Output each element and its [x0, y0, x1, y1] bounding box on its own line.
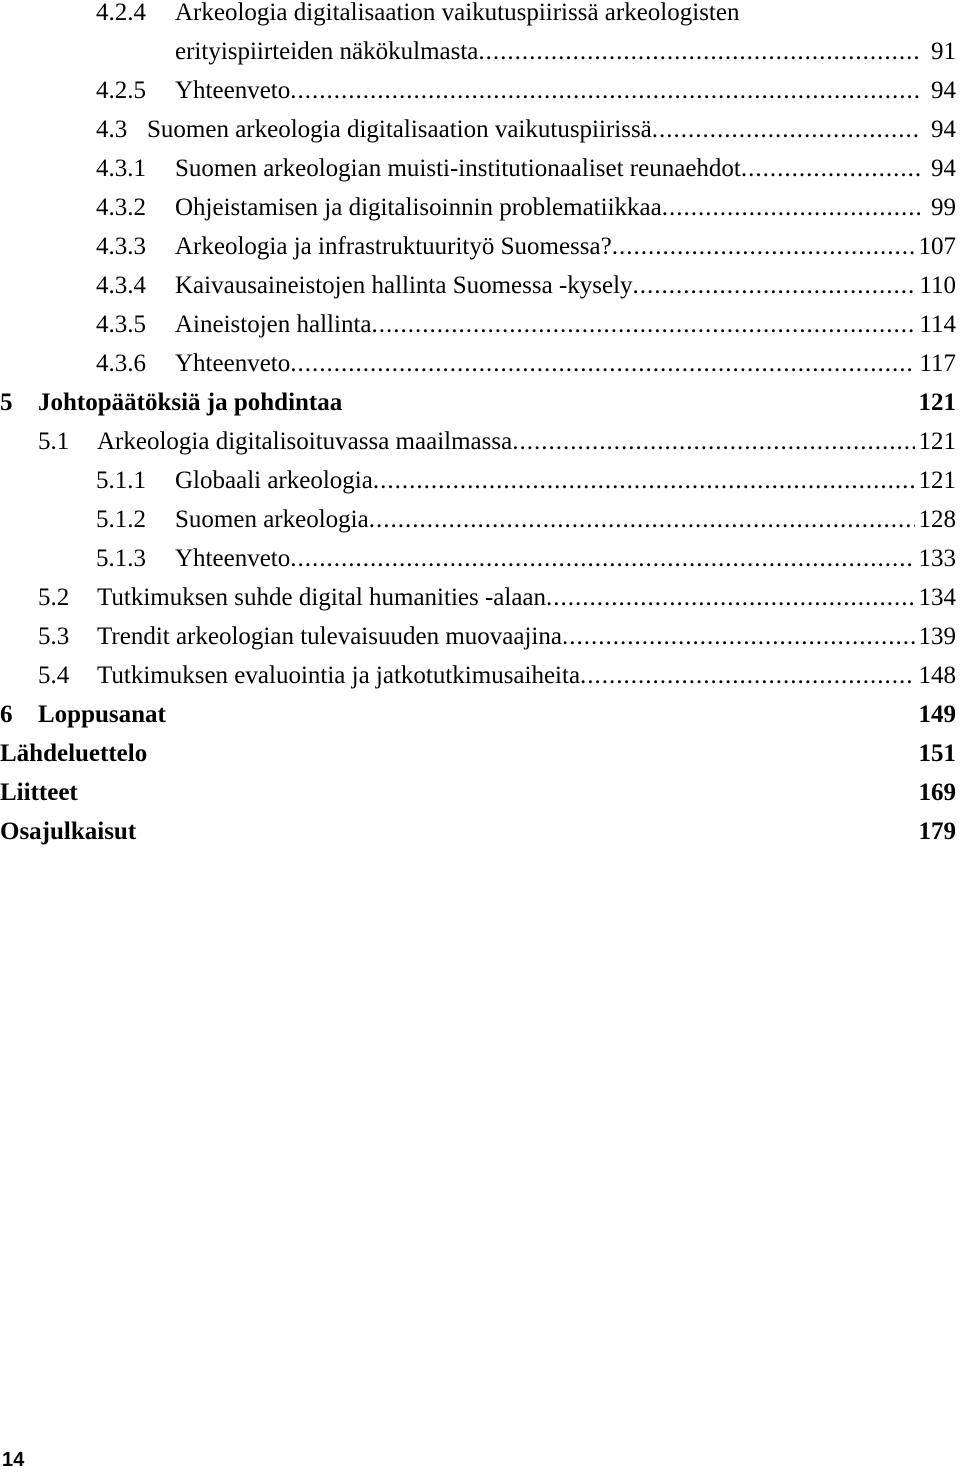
toc-entry-4-2-4[interactable] — [0, 0, 960, 32]
toc-entry-title: Tutkimuksen suhde digital humanities -alaan ..... — [97, 578, 920, 617]
toc-entry-number: 4.3.4 — [96, 272, 146, 299]
toc-entry-number: 4.3.3 — [96, 233, 146, 260]
toc-entry-5-3[interactable] — [0, 617, 960, 656]
toc-entry-4-3-2[interactable] — [0, 188, 960, 227]
toc-entry-5-1-2[interactable] — [0, 500, 960, 539]
toc-chapter-osajulkaisut[interactable] — [0, 812, 960, 851]
toc-entry-page: 121 — [915, 422, 957, 461]
toc-chapter-liitteet[interactable] — [0, 773, 960, 812]
toc-entry-4-3[interactable] — [0, 110, 960, 149]
toc-entry-title: erityispiirteiden näkökulmasta ..... — [175, 32, 920, 71]
page-number: 14 — [2, 1449, 25, 1471]
toc-chapter-5[interactable] — [0, 383, 960, 422]
toc-chapter-page: 149 — [915, 695, 957, 734]
toc-entry-page: 91 — [927, 32, 956, 71]
toc-entry-4-2-5[interactable] — [0, 71, 960, 110]
toc-entry-number: 5.1.1 — [96, 467, 146, 494]
toc-chapter-title: Johtopäätöksiä ja pohdintaa — [38, 389, 343, 416]
toc-entry-page: 117 — [915, 344, 956, 383]
toc-entry-number: 4.3.6 — [96, 350, 146, 377]
toc-entry-page: 94 — [927, 71, 956, 110]
toc-chapter-number: 5 — [0, 389, 13, 416]
toc-entry-4-3-5[interactable] — [0, 305, 960, 344]
toc-entry-number: 5.4 — [38, 662, 70, 689]
toc-entry-title: Tutkimuksen evaluointia ja jatkotutkimusaiheita ..... — [97, 656, 920, 695]
toc-entry-4-3-4[interactable] — [0, 266, 960, 305]
toc-entry-number: 4.3.1 — [96, 155, 146, 182]
toc-chapter-page: 169 — [915, 773, 957, 812]
toc-entry-number: 5.1 — [38, 428, 70, 455]
toc-entry-title: Aineistojen hallinta ..... — [175, 305, 920, 344]
toc-entry-title: Suomen arkeologia ..... — [175, 500, 920, 539]
toc-entry-title: Suomen arkeologian muisti-institutionaaliset reunaehdot ..... — [175, 149, 920, 188]
toc-entry-title-line1: Arkeologia digitalisaation vaikutuspiirissä arkeologisten — [175, 0, 740, 26]
toc-entry-title: Globaali arkeologia ..... — [175, 461, 920, 500]
toc-entry-5-2[interactable] — [0, 578, 960, 617]
toc-entry-title: Arkeologia digitalisoituvassa maailmassa ..... — [97, 422, 920, 461]
toc-entry-page: 94 — [927, 149, 956, 188]
toc-entry-number: 4.2.4 — [96, 0, 146, 26]
toc-entry-page: 99 — [927, 188, 956, 227]
toc-entry-number: 4.3 — [96, 116, 128, 143]
toc-entry-number: 4.3.5 — [96, 311, 146, 338]
toc-entry-page: 133 — [915, 539, 957, 578]
toc-entry-5-4[interactable] — [0, 656, 960, 695]
toc-entry-title: Kaivausaineistojen hallinta Suomessa -kysely ..... — [175, 266, 920, 305]
toc-entry-number: 5.2 — [38, 584, 70, 611]
toc-entry-number: 5.1.2 — [96, 506, 146, 533]
toc-entry-title: Yhteenveto ..... — [175, 539, 920, 578]
toc-entry-page: 121 — [915, 461, 957, 500]
toc-entry-number: 4.3.2 — [96, 194, 146, 221]
toc-chapter-lahdeluettelo[interactable] — [0, 734, 960, 773]
toc-entry-title: Yhteenveto ..... — [175, 71, 920, 110]
toc-chapter-page: 179 — [915, 812, 957, 851]
toc-chapter-title: Liitteet — [0, 779, 78, 806]
toc-entry-number: 5.3 — [38, 623, 70, 650]
toc-entry-4-3-1[interactable] — [0, 149, 960, 188]
toc-entry-4-3-3[interactable] — [0, 227, 960, 266]
toc-entry-title: Trendit arkeologian tulevaisuuden muovaajina ..... — [97, 617, 920, 656]
toc-entry-page: 139 — [915, 617, 957, 656]
toc-entry-page: 148 — [915, 656, 957, 695]
toc-entry-page: 110 — [915, 266, 956, 305]
toc-entry-number: 5.1.3 — [96, 545, 146, 572]
toc-entry-title: Suomen arkeologia digitalisaation vaikutuspiirissä ..... — [97, 110, 920, 149]
toc-entry-number: 4.2.5 — [96, 77, 146, 104]
toc-chapter-page: 151 — [915, 734, 957, 773]
toc-chapter-page: 121 — [915, 383, 957, 422]
toc-entry-page: 134 — [915, 578, 957, 617]
toc-entry-page: 114 — [915, 305, 956, 344]
toc-chapter-title: Lähdeluettelo — [0, 740, 148, 767]
toc-entry-title: Yhteenveto ..... — [175, 344, 920, 383]
toc-chapter-title: Loppusanat — [38, 701, 166, 728]
toc-entry-title: Arkeologia ja infrastruktuurityö Suomessa? ..... — [175, 227, 920, 266]
toc-entry-5-1-3[interactable] — [0, 539, 960, 578]
toc-entry-page: 107 — [915, 227, 957, 266]
toc-entry-page: 128 — [915, 500, 957, 539]
toc-entry-title: Ohjeistamisen ja digitalisoinnin problematiikkaa ..... — [175, 188, 920, 227]
toc-entry-5-1[interactable] — [0, 422, 960, 461]
toc-entry-4-3-6[interactable] — [0, 344, 960, 383]
toc-chapter-number: 6 — [0, 701, 13, 728]
toc-entry-4-2-4-continued[interactable] — [0, 32, 960, 71]
toc-chapter-6[interactable] — [0, 695, 960, 734]
toc-entry-page: 94 — [927, 110, 956, 149]
toc-entry-5-1-1[interactable] — [0, 461, 960, 500]
toc-chapter-title: Osajulkaisut — [0, 818, 137, 845]
